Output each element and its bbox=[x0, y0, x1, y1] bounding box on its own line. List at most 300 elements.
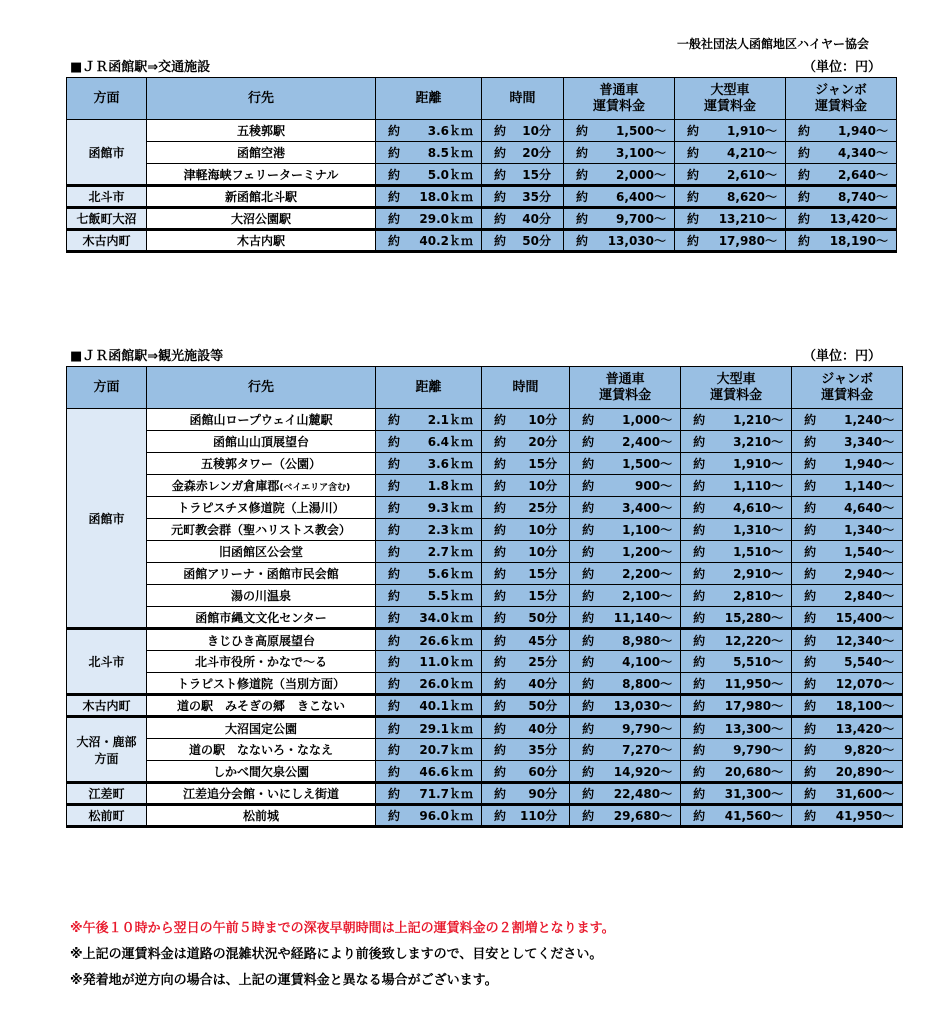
time-cell-value: 20分 bbox=[528, 435, 558, 449]
distance-cell-value: 1.8ｋｍ bbox=[427, 479, 473, 493]
distance-cell bbox=[376, 651, 482, 673]
large-fare-cell-content bbox=[681, 477, 791, 494]
jumbo-fare-cell-content bbox=[792, 807, 902, 824]
destination-name: 函館アリーナ・函館市民会館 bbox=[183, 567, 339, 581]
standard-fare-cell-value: 8,800〜 bbox=[622, 676, 673, 691]
distance-cell-content bbox=[376, 166, 481, 183]
large-fare-cell-value: 13,210〜 bbox=[718, 212, 777, 226]
standard-fare-cell-content bbox=[570, 455, 680, 472]
distance-cell-value: 11.0ｋｍ bbox=[419, 655, 473, 669]
standard-fare-cell bbox=[570, 563, 681, 585]
standard-fare-cell-value: 1,500〜 bbox=[616, 124, 666, 138]
approx-label: 約 bbox=[798, 212, 811, 226]
approx-label: 約 bbox=[494, 809, 507, 823]
large-fare-cell-content bbox=[681, 499, 791, 516]
distance-cell bbox=[376, 164, 482, 186]
approx-label: 約 bbox=[687, 146, 700, 160]
jumbo-fare-cell bbox=[792, 717, 903, 739]
time-cell bbox=[482, 563, 570, 585]
header-jumbo-line: 運賃料金 bbox=[814, 98, 867, 114]
jumbo-fare-cell-value: 41,950〜 bbox=[835, 809, 895, 823]
time-cell-value: 10分 bbox=[528, 545, 558, 559]
approx-label: 約 bbox=[693, 457, 706, 471]
time-cell-value: 20分 bbox=[522, 146, 551, 160]
time-cell-value: 15分 bbox=[528, 567, 558, 581]
large-fare-cell-content bbox=[681, 720, 791, 737]
destination-cell bbox=[147, 805, 376, 827]
approx-label: 約 bbox=[582, 545, 595, 559]
approx-label: 約 bbox=[687, 167, 700, 182]
distance-cell-content bbox=[376, 411, 481, 428]
distance-cell-value: 2.7ｋｍ bbox=[427, 545, 473, 559]
standard-fare-cell-content bbox=[570, 741, 680, 758]
jumbo-fare-cell bbox=[792, 651, 903, 673]
approx-label: 約 bbox=[388, 479, 401, 493]
time-cell-content bbox=[482, 720, 569, 737]
time-cell bbox=[482, 761, 570, 783]
approx-label: 約 bbox=[582, 787, 595, 801]
destination-cell bbox=[147, 563, 376, 585]
approx-label: 約 bbox=[494, 523, 507, 537]
header-jumbo-line: ジャンボ bbox=[821, 371, 873, 387]
jumbo-fare-cell bbox=[792, 541, 903, 563]
standard-fare-cell-value: 1,200〜 bbox=[622, 545, 673, 559]
distance-cell-content bbox=[376, 499, 481, 516]
region-label: 七飯町大沼 bbox=[76, 212, 137, 226]
jumbo-fare-cell-value: 2,640〜 bbox=[838, 167, 888, 182]
distance-cell bbox=[376, 186, 482, 208]
time-cell-content bbox=[482, 144, 563, 161]
large-fare-cell-value: 12,220〜 bbox=[724, 633, 784, 648]
jumbo-fare-cell-content bbox=[786, 122, 896, 139]
region-cell bbox=[67, 783, 147, 805]
large-fare-cell-content bbox=[681, 543, 791, 560]
approx-label: 約 bbox=[388, 545, 401, 559]
approx-label: 約 bbox=[687, 212, 700, 226]
distance-cell-value: 5.6ｋｍ bbox=[427, 567, 473, 581]
large-fare-cell-value: 5,510〜 bbox=[733, 655, 784, 669]
destination-name: 松前城 bbox=[242, 809, 279, 823]
time-cell bbox=[482, 453, 570, 475]
approx-label: 約 bbox=[582, 743, 595, 757]
header-distance-line: 距離 bbox=[415, 379, 442, 395]
distance-cell-value: 18.0ｋｍ bbox=[419, 190, 473, 204]
header-large-line: 大型車 bbox=[710, 82, 750, 98]
approx-label: 約 bbox=[687, 124, 700, 138]
large-fare-cell bbox=[681, 673, 792, 695]
region-cell bbox=[67, 629, 147, 695]
standard-fare-cell-value: 14,920〜 bbox=[613, 764, 673, 779]
approx-label: 約 bbox=[693, 435, 706, 449]
large-fare-cell-value: 8,620〜 bbox=[727, 190, 777, 204]
jumbo-fare-cell-content bbox=[792, 521, 902, 538]
approx-label: 約 bbox=[693, 501, 706, 515]
jumbo-fare-cell-value: 1,240〜 bbox=[844, 413, 895, 427]
approx-label: 約 bbox=[582, 764, 595, 779]
table-row bbox=[67, 783, 903, 805]
distance-cell-content bbox=[376, 122, 481, 139]
approx-label: 約 bbox=[576, 146, 589, 160]
table-row bbox=[67, 409, 903, 431]
approx-label: 約 bbox=[388, 124, 401, 138]
time-cell-value: 25分 bbox=[528, 655, 558, 669]
time-cell bbox=[482, 519, 570, 541]
standard-fare-cell-content bbox=[570, 433, 680, 450]
destination-cell bbox=[147, 519, 376, 541]
distance-cell-value: 3.6ｋｍ bbox=[427, 124, 473, 138]
standard-fare-cell-value: 22,480〜 bbox=[613, 787, 673, 801]
time-cell-content bbox=[482, 122, 563, 139]
large-fare-cell-value: 11,950〜 bbox=[724, 676, 784, 691]
large-fare-cell bbox=[681, 541, 792, 563]
approx-label: 約 bbox=[582, 413, 595, 427]
distance-cell-value: 26.6ｋｍ bbox=[419, 633, 473, 648]
jumbo-fare-cell-content bbox=[792, 565, 902, 582]
table-row bbox=[67, 186, 897, 208]
standard-fare-cell-content bbox=[570, 763, 680, 780]
jumbo-fare-cell bbox=[786, 208, 897, 230]
approx-label: 約 bbox=[582, 676, 595, 691]
time-cell-value: 50分 bbox=[522, 234, 551, 248]
time-cell-value: 15分 bbox=[528, 589, 558, 603]
approx-label: 約 bbox=[804, 610, 817, 625]
jumbo-fare-cell bbox=[792, 695, 903, 717]
standard-fare-cell bbox=[564, 120, 675, 142]
approx-label: 約 bbox=[804, 743, 817, 757]
large-fare-cell bbox=[675, 230, 786, 252]
approx-label: 約 bbox=[804, 567, 817, 581]
time-cell bbox=[482, 651, 570, 673]
jumbo-fare-cell bbox=[792, 585, 903, 607]
large-fare-cell-value: 3,210〜 bbox=[733, 435, 784, 449]
section2-title: ■ＪＲ函館駅⇒観光施設等 bbox=[70, 349, 224, 364]
destination-name: トラピスト修道院（当別方面） bbox=[176, 676, 345, 691]
section2-unit: （単位：円） bbox=[802, 349, 881, 364]
large-fare-cell-content bbox=[681, 565, 791, 582]
approx-label: 約 bbox=[388, 589, 401, 603]
standard-fare-cell bbox=[564, 164, 675, 186]
jumbo-fare-cell-content bbox=[792, 499, 902, 516]
jumbo-fare-cell-value: 4,640〜 bbox=[844, 501, 895, 515]
table-row bbox=[67, 585, 903, 607]
destination-note: (ベイエリア含む) bbox=[279, 483, 351, 493]
jumbo-fare-cell-value: 4,340〜 bbox=[838, 146, 888, 160]
destination-name: 新函館北斗駅 bbox=[224, 190, 297, 204]
standard-fare-cell bbox=[570, 651, 681, 673]
approx-label: 約 bbox=[576, 234, 589, 248]
jumbo-fare-cell bbox=[792, 409, 903, 431]
approx-label: 約 bbox=[388, 567, 401, 581]
region-label: 松前町 bbox=[88, 809, 125, 823]
approx-label: 約 bbox=[388, 413, 401, 427]
approx-label: 約 bbox=[494, 190, 507, 204]
jumbo-fare-cell-content bbox=[792, 653, 902, 670]
region-label: 函館市 bbox=[88, 145, 125, 160]
jumbo-fare-cell-value: 13,420〜 bbox=[829, 212, 888, 226]
table-row bbox=[67, 519, 903, 541]
approx-label: 約 bbox=[804, 523, 817, 537]
approx-label: 約 bbox=[576, 124, 589, 138]
standard-fare-cell-value: 3,400〜 bbox=[622, 501, 673, 515]
time-cell-content bbox=[482, 609, 569, 626]
time-cell-content bbox=[482, 232, 563, 249]
standard-fare-cell-content bbox=[570, 543, 680, 560]
approx-label: 約 bbox=[804, 457, 817, 471]
standard-fare-cell-content bbox=[564, 188, 674, 205]
distance-cell-content bbox=[376, 697, 481, 714]
note-late-night: ※午後１０時から翌日の午前５時までの深夜早朝時間は上記の運賃料金の２割増となります。 bbox=[70, 921, 615, 936]
approx-label: 約 bbox=[804, 764, 817, 779]
time-cell-value: 10分 bbox=[528, 479, 558, 493]
distance-cell bbox=[376, 761, 482, 783]
approx-label: 約 bbox=[693, 676, 706, 691]
header-standard bbox=[564, 78, 675, 120]
approx-label: 約 bbox=[494, 457, 507, 471]
distance-cell-content bbox=[376, 144, 481, 161]
approx-label: 約 bbox=[494, 764, 507, 779]
distance-cell-content bbox=[376, 632, 481, 649]
large-fare-cell-value: 13,300〜 bbox=[724, 721, 784, 736]
distance-cell-content bbox=[376, 785, 481, 802]
standard-fare-cell-content bbox=[570, 499, 680, 516]
time-cell-value: 90分 bbox=[528, 787, 558, 801]
destination-name: 函館山山頂展望台 bbox=[212, 435, 309, 449]
standard-fare-cell bbox=[564, 230, 675, 252]
standard-fare-cell bbox=[564, 186, 675, 208]
time-cell-value: 40分 bbox=[528, 676, 558, 691]
distance-cell bbox=[376, 585, 482, 607]
destination-cell bbox=[147, 409, 376, 431]
large-fare-cell bbox=[681, 409, 792, 431]
standard-fare-cell bbox=[570, 805, 681, 827]
large-fare-cell-content bbox=[681, 763, 791, 780]
distance-cell-content bbox=[376, 675, 481, 692]
standard-fare-cell bbox=[570, 497, 681, 519]
section2-header bbox=[70, 345, 881, 364]
time-cell-content bbox=[482, 697, 569, 714]
approx-label: 約 bbox=[693, 589, 706, 603]
region-label: 函館市 bbox=[88, 511, 125, 526]
approx-label: 約 bbox=[804, 721, 817, 736]
large-fare-cell bbox=[681, 805, 792, 827]
distance-cell-content bbox=[376, 807, 481, 824]
destination-cell bbox=[147, 783, 376, 805]
table-row bbox=[67, 120, 897, 142]
time-cell-content bbox=[482, 587, 569, 604]
header-large-line: 運賃料金 bbox=[703, 98, 756, 114]
jumbo-fare-cell-content bbox=[786, 210, 896, 227]
standard-fare-cell-content bbox=[570, 521, 680, 538]
jumbo-fare-cell-content bbox=[792, 411, 902, 428]
table-row bbox=[67, 805, 903, 827]
time-cell bbox=[482, 607, 570, 629]
distance-cell-content bbox=[376, 609, 481, 626]
large-fare-cell bbox=[681, 651, 792, 673]
standard-fare-cell-content bbox=[570, 720, 680, 737]
jumbo-fare-cell bbox=[792, 805, 903, 827]
approx-label: 約 bbox=[388, 146, 401, 160]
standard-fare-cell-value: 6,400〜 bbox=[616, 190, 666, 204]
time-cell-value: 35分 bbox=[528, 743, 558, 757]
destination-cell bbox=[147, 629, 376, 651]
destination-name: 函館市縄文文化センター bbox=[195, 610, 327, 625]
jumbo-fare-cell-content bbox=[786, 232, 896, 249]
approx-label: 約 bbox=[582, 479, 595, 493]
time-cell-content bbox=[482, 653, 569, 670]
region-cell bbox=[67, 717, 147, 783]
large-fare-cell-value: 1,110〜 bbox=[733, 479, 784, 493]
distance-cell bbox=[376, 541, 482, 563]
header-time bbox=[482, 367, 570, 409]
approx-label: 約 bbox=[388, 610, 401, 625]
jumbo-fare-cell bbox=[792, 783, 903, 805]
destination-cell bbox=[147, 230, 376, 252]
jumbo-fare-cell bbox=[786, 120, 897, 142]
distance-cell bbox=[376, 673, 482, 695]
destination-cell bbox=[147, 142, 376, 164]
standard-fare-cell bbox=[570, 673, 681, 695]
time-cell-content bbox=[482, 632, 569, 649]
header-direction-line: 方面 bbox=[93, 90, 120, 106]
large-fare-cell bbox=[681, 629, 792, 651]
header-direction bbox=[67, 367, 147, 409]
distance-cell-value: 96.0ｋｍ bbox=[419, 809, 473, 823]
time-cell-value: 10分 bbox=[528, 413, 558, 427]
distance-cell bbox=[376, 120, 482, 142]
time-cell-value: 40分 bbox=[522, 212, 551, 226]
approx-label: 約 bbox=[494, 787, 507, 801]
table-row bbox=[67, 717, 903, 739]
standard-fare-cell bbox=[570, 783, 681, 805]
destination-name: 江差追分会館・いにしえ街道 bbox=[182, 787, 339, 801]
large-fare-cell bbox=[675, 164, 786, 186]
distance-cell bbox=[376, 695, 482, 717]
large-fare-cell-content bbox=[681, 609, 791, 626]
approx-label: 約 bbox=[494, 234, 507, 248]
distance-cell bbox=[376, 497, 482, 519]
approx-label: 約 bbox=[798, 234, 811, 248]
distance-cell-value: 34.0ｋｍ bbox=[419, 610, 473, 625]
distance-cell bbox=[376, 230, 482, 252]
distance-cell bbox=[376, 475, 482, 497]
standard-fare-cell bbox=[570, 739, 681, 761]
large-fare-cell-content bbox=[675, 188, 785, 205]
large-fare-cell bbox=[681, 563, 792, 585]
distance-cell-content bbox=[376, 477, 481, 494]
distance-cell-content bbox=[376, 565, 481, 582]
distance-cell-content bbox=[376, 763, 481, 780]
approx-label: 約 bbox=[494, 167, 507, 182]
header-time-line: 時間 bbox=[509, 90, 536, 106]
jumbo-fare-cell bbox=[786, 142, 897, 164]
large-fare-cell-value: 1,210〜 bbox=[733, 413, 784, 427]
large-fare-cell-content bbox=[675, 122, 785, 139]
approx-label: 約 bbox=[494, 413, 507, 427]
large-fare-cell bbox=[681, 453, 792, 475]
jumbo-fare-cell-value: 2,840〜 bbox=[844, 589, 895, 603]
header-standard-line: 運賃料金 bbox=[592, 98, 645, 114]
approx-label: 約 bbox=[798, 146, 811, 160]
header-destination bbox=[147, 367, 376, 409]
standard-fare-cell-value: 7,270〜 bbox=[622, 743, 673, 757]
jumbo-fare-cell bbox=[786, 230, 897, 252]
jumbo-fare-cell-value: 8,740〜 bbox=[838, 190, 888, 204]
standard-fare-cell-value: 3,100〜 bbox=[616, 146, 666, 160]
large-fare-cell bbox=[681, 761, 792, 783]
approx-label: 約 bbox=[687, 234, 700, 248]
standard-fare-cell-value: 2,000〜 bbox=[616, 167, 666, 182]
approx-label: 約 bbox=[494, 633, 507, 648]
approx-label: 約 bbox=[494, 676, 507, 691]
approx-label: 約 bbox=[494, 124, 507, 138]
table-row bbox=[67, 651, 903, 673]
time-cell bbox=[482, 164, 564, 186]
destination-cell bbox=[147, 475, 376, 497]
header-standard-line: 普通車 bbox=[599, 82, 639, 98]
standard-fare-cell bbox=[564, 142, 675, 164]
approx-label: 約 bbox=[804, 545, 817, 559]
distance-cell-value: 5.5ｋｍ bbox=[427, 589, 473, 603]
approx-label: 約 bbox=[693, 479, 706, 493]
time-cell bbox=[482, 120, 564, 142]
approx-label: 約 bbox=[804, 589, 817, 603]
distance-cell bbox=[376, 409, 482, 431]
large-fare-cell-value: 1,310〜 bbox=[733, 523, 784, 537]
distance-cell-content bbox=[376, 521, 481, 538]
header-large bbox=[681, 367, 792, 409]
standard-fare-cell bbox=[570, 607, 681, 629]
large-fare-cell bbox=[681, 739, 792, 761]
destination-name: トラピスチヌ修道院（上湯川） bbox=[177, 501, 345, 515]
approx-label: 約 bbox=[693, 610, 706, 625]
time-cell-content bbox=[482, 763, 569, 780]
distance-cell-content bbox=[376, 653, 481, 670]
approx-label: 約 bbox=[582, 457, 595, 471]
standard-fare-cell-value: 13,030〜 bbox=[607, 234, 666, 248]
standard-fare-cell bbox=[570, 453, 681, 475]
time-cell bbox=[482, 673, 570, 695]
large-fare-cell-content bbox=[675, 144, 785, 161]
standard-fare-cell-value: 1,100〜 bbox=[622, 523, 673, 537]
large-fare-cell bbox=[675, 142, 786, 164]
region-label: 木古内町 bbox=[82, 234, 131, 248]
distance-cell-value: 26.0ｋｍ bbox=[419, 676, 473, 691]
large-fare-cell-value: 2,910〜 bbox=[733, 567, 784, 581]
approx-label: 約 bbox=[494, 212, 507, 226]
header-standard-line: 普通車 bbox=[605, 371, 645, 387]
distance-cell-content bbox=[376, 587, 481, 604]
standard-fare-cell bbox=[570, 519, 681, 541]
approx-label: 約 bbox=[693, 764, 706, 779]
header-distance bbox=[376, 367, 482, 409]
approx-label: 約 bbox=[388, 501, 401, 515]
region-cell bbox=[67, 230, 147, 252]
standard-fare-cell-value: 4,100〜 bbox=[622, 655, 673, 669]
standard-fare-cell-content bbox=[564, 144, 674, 161]
standard-fare-cell bbox=[564, 208, 675, 230]
jumbo-fare-cell-content bbox=[792, 609, 902, 626]
standard-fare-cell-value: 11,140〜 bbox=[613, 610, 673, 625]
large-fare-cell bbox=[681, 607, 792, 629]
distance-cell bbox=[376, 805, 482, 827]
table-row bbox=[67, 497, 903, 519]
destination-name: 道の駅 なないろ・ななえ bbox=[188, 743, 333, 757]
destination-name: 旧函館区公会堂 bbox=[218, 545, 303, 559]
time-cell-value: 50分 bbox=[528, 699, 558, 713]
time-cell-value: 10分 bbox=[528, 523, 558, 537]
header-distance-line: 距離 bbox=[415, 90, 442, 106]
jumbo-fare-cell-value: 9,820〜 bbox=[844, 743, 895, 757]
